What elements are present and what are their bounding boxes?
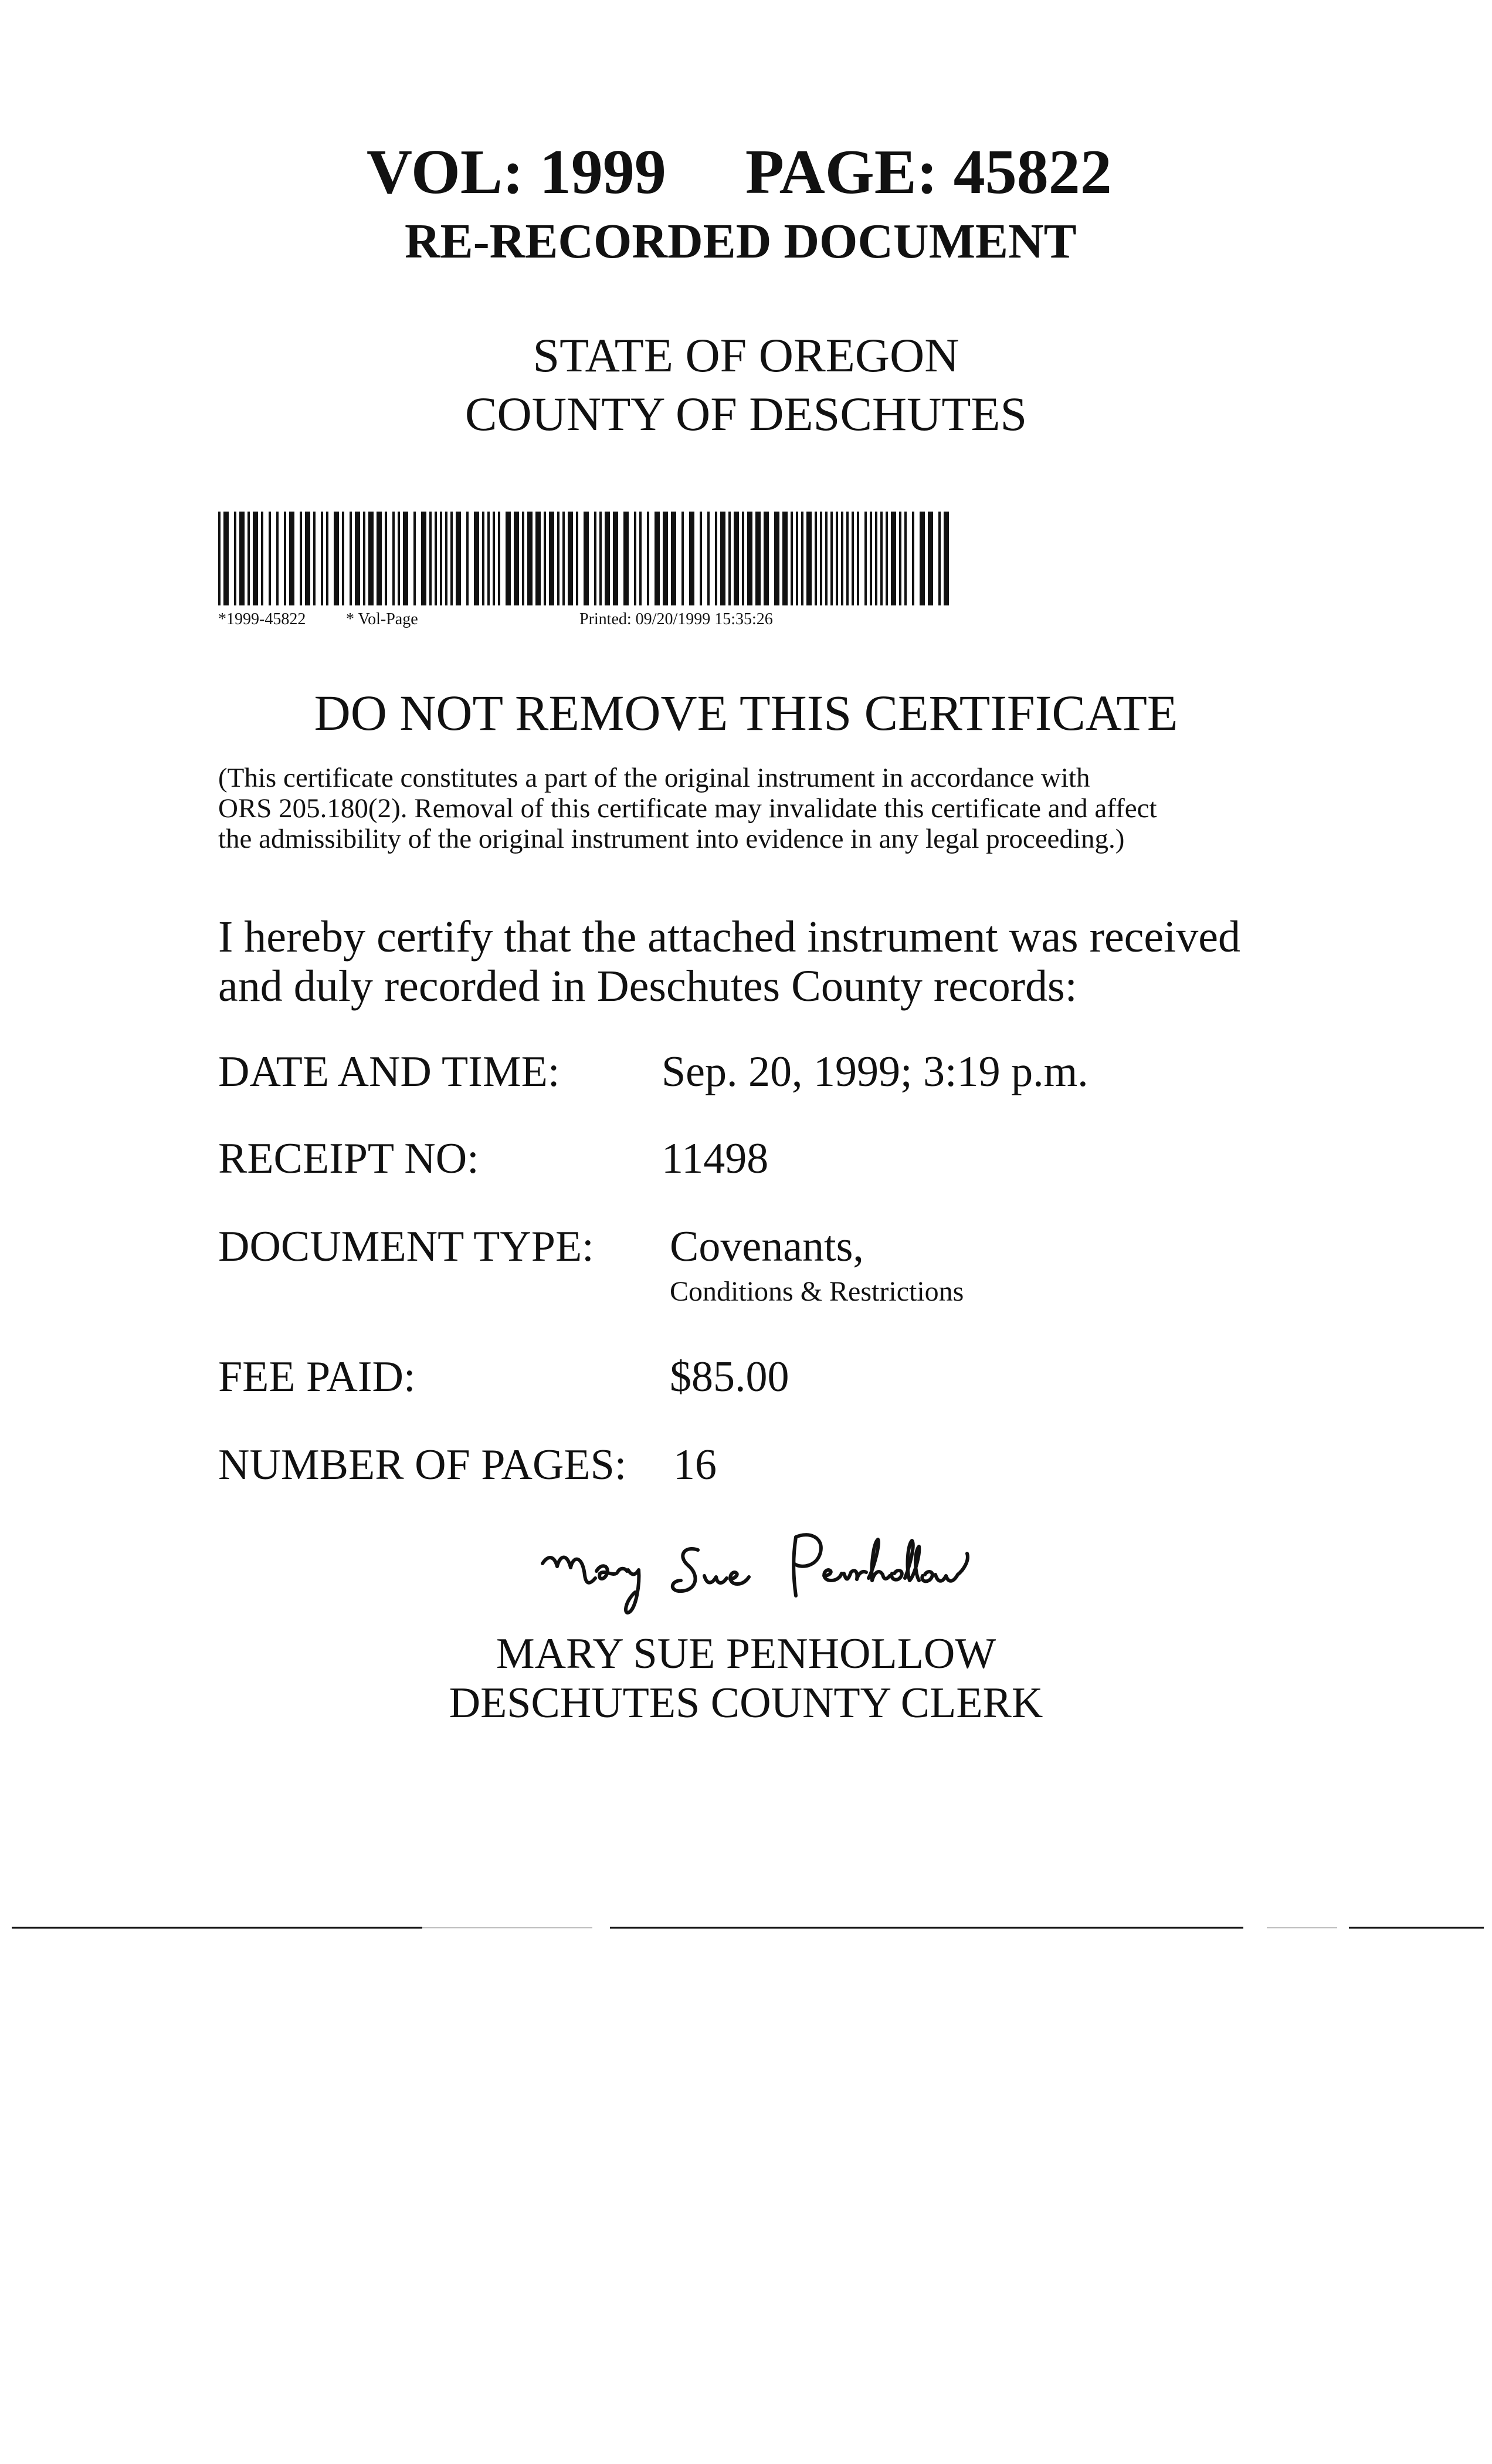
barcode-bar xyxy=(747,512,752,605)
barcode-bar xyxy=(647,512,649,605)
state-heading: STATE OF OREGON xyxy=(533,329,959,382)
barcode-bar xyxy=(445,512,447,605)
barcode-bar xyxy=(830,512,833,605)
barcode-bar xyxy=(377,512,382,605)
barcode-bar xyxy=(234,512,236,605)
barcode-bar xyxy=(870,512,872,605)
page-label: PAGE: 45822 xyxy=(745,137,1112,207)
barcode-bar xyxy=(498,512,500,605)
barcode-bar xyxy=(239,512,245,605)
barcode-bar xyxy=(663,512,668,605)
barcode-bar xyxy=(820,512,822,605)
barcode-bar xyxy=(568,512,573,605)
barcode-bar xyxy=(825,512,828,605)
date-time-value: Sep. 20, 1999; 3:19 p.m. xyxy=(662,1048,1089,1096)
barcode-bar xyxy=(535,512,541,605)
barcode-bar xyxy=(655,512,660,605)
warning-note-line: the admissibility of the original instrument into evidence in any legal proceeding.) xyxy=(218,824,1125,854)
barcode-bar xyxy=(247,512,250,605)
barcode-bar xyxy=(313,512,316,605)
clerk-signature xyxy=(531,1519,1000,1619)
barcode-bar xyxy=(269,512,271,605)
barcode-bar xyxy=(801,512,803,605)
barcode-bar xyxy=(506,512,511,605)
barcode-bar xyxy=(218,512,221,605)
barcode-bar xyxy=(482,512,484,605)
barcode-bar xyxy=(774,512,779,605)
barcode-bar xyxy=(289,512,294,605)
certification-line: I hereby certify that the attached instrument was received xyxy=(218,912,1240,962)
clerk-title: DESCHUTES COUNTY CLERK xyxy=(449,1679,1043,1727)
document-subtitle: RE-RECORDED DOCUMENT xyxy=(405,214,1077,269)
barcode-bar xyxy=(852,512,854,605)
number-of-pages-value: 16 xyxy=(673,1441,717,1489)
barcode-bar xyxy=(880,512,883,605)
barcode-bar xyxy=(398,512,400,605)
certification-statement xyxy=(218,912,1240,1011)
barcode-bar xyxy=(764,512,769,605)
certification-line: and duly recorded in Deschutes County records: xyxy=(218,962,1077,1011)
barcode-bar xyxy=(734,512,739,605)
barcode-bar xyxy=(413,512,416,605)
barcode-bar xyxy=(527,512,533,605)
barcode-bar xyxy=(326,512,328,605)
barcode-bar xyxy=(891,512,896,605)
barcode-bar xyxy=(782,512,788,605)
document-type-value: Covenants, xyxy=(670,1223,864,1271)
barcode-bar xyxy=(920,512,925,605)
barcode-image xyxy=(218,512,951,605)
barcode-bar xyxy=(429,512,432,605)
barcode-bar xyxy=(474,512,479,605)
barcode-bar xyxy=(549,512,554,605)
barcode-bar xyxy=(689,512,694,605)
barcode-bar xyxy=(276,512,279,605)
barcode-bar xyxy=(938,512,941,605)
warning-note-line: (This certificate constitutes a part of the original instrument in accordance with xyxy=(218,763,1090,793)
barcode-bar xyxy=(605,512,610,605)
barcode-bar xyxy=(557,512,560,605)
barcode-bar xyxy=(599,512,602,605)
barcode-bar xyxy=(321,512,323,605)
barcode-bar xyxy=(681,512,684,605)
barcode-bar xyxy=(522,512,524,605)
barcode-bar xyxy=(700,512,702,605)
barcode-bar xyxy=(305,512,310,605)
barcode-bar xyxy=(342,512,344,605)
clerk-name: MARY SUE PENHOLLOW xyxy=(496,1630,996,1678)
barcode-bar xyxy=(846,512,849,605)
barcode-bar xyxy=(450,512,453,605)
barcode-bar xyxy=(928,512,933,605)
barcode-bar xyxy=(791,512,793,605)
barcode-bar xyxy=(514,512,519,605)
barcode-id-text: *1999-45822 xyxy=(218,610,306,628)
receipt-number-label: RECEIPT NO: xyxy=(218,1135,479,1183)
barcode-bar xyxy=(720,512,725,605)
barcode-bar xyxy=(912,512,914,605)
barcode-bar xyxy=(623,512,629,605)
barcode-bar xyxy=(440,512,442,605)
barcode-bar xyxy=(806,512,812,605)
barcode-bar xyxy=(403,512,408,605)
barcode-bar xyxy=(493,512,495,605)
barcode-volpage-text: * Vol-Page xyxy=(346,610,418,628)
barcode-bar xyxy=(836,512,838,605)
barcode-bar xyxy=(857,512,859,605)
county-heading: COUNTY OF DESCHUTES xyxy=(464,387,1028,441)
barcode-bar xyxy=(815,512,817,605)
barcode-bar xyxy=(284,512,286,605)
barcode-bar xyxy=(899,512,901,605)
barcode-bar xyxy=(350,512,352,605)
document-type-subvalue: Conditions & Restrictions xyxy=(670,1276,964,1307)
number-of-pages-label: NUMBER OF PAGES: xyxy=(218,1441,627,1489)
barcode-bar xyxy=(421,512,426,605)
barcode-bar xyxy=(576,512,578,605)
page-divider xyxy=(0,1924,1492,1931)
barcode-bar xyxy=(796,512,798,605)
receipt-number-value: 11498 xyxy=(662,1135,769,1183)
document-type-label: DOCUMENT TYPE: xyxy=(218,1223,594,1271)
barcode-bar xyxy=(392,512,395,605)
warning-title: DO NOT REMOVE THIS CERTIFICATE xyxy=(314,685,1178,741)
barcode-bar xyxy=(671,512,676,605)
barcode-bar xyxy=(728,512,731,605)
barcode-bar xyxy=(639,512,642,605)
barcode-bar xyxy=(363,512,365,605)
barcode-bar xyxy=(594,512,596,605)
barcode-bar xyxy=(755,512,761,605)
barcode-bar xyxy=(300,512,302,605)
barcode-bar xyxy=(742,512,744,605)
warning-note xyxy=(218,763,1157,854)
barcode-bar xyxy=(334,512,339,605)
barcode-bar xyxy=(613,512,618,605)
barcode-bar xyxy=(634,512,636,605)
barcode-bar xyxy=(944,512,949,605)
barcode-bar xyxy=(841,512,843,605)
barcode-bar xyxy=(875,512,877,605)
fee-paid-value: $85.00 xyxy=(670,1353,789,1401)
barcode-bar xyxy=(886,512,888,605)
date-time-label: DATE AND TIME: xyxy=(218,1048,560,1096)
barcode-bar xyxy=(435,512,437,605)
barcode-bar xyxy=(562,512,565,605)
barcode-bar xyxy=(368,512,374,605)
barcode-bar xyxy=(466,512,469,605)
barcode-bar xyxy=(864,512,867,605)
barcode-bar xyxy=(261,512,263,605)
warning-note-line: ORS 205.180(2). Removal of this certificate may invalidate this certificate and affect xyxy=(218,793,1157,824)
volume-label: VOL: 1999 xyxy=(367,137,666,207)
barcode-bar xyxy=(904,512,907,605)
barcode-bar xyxy=(487,512,490,605)
barcode-bar xyxy=(223,512,229,605)
volume-page-heading xyxy=(367,137,1112,207)
barcode-bar xyxy=(715,512,717,605)
barcode-bar xyxy=(707,512,710,605)
barcode-printed-text: Printed: 09/20/1999 15:35:26 xyxy=(579,610,773,628)
fee-paid-label: FEE PAID: xyxy=(218,1353,416,1401)
barcode-bar xyxy=(584,512,589,605)
barcode-bar xyxy=(253,512,258,605)
barcode-bar xyxy=(456,512,461,605)
barcode-bar xyxy=(355,512,360,605)
barcode-bar xyxy=(544,512,546,605)
barcode-bar xyxy=(385,512,387,605)
